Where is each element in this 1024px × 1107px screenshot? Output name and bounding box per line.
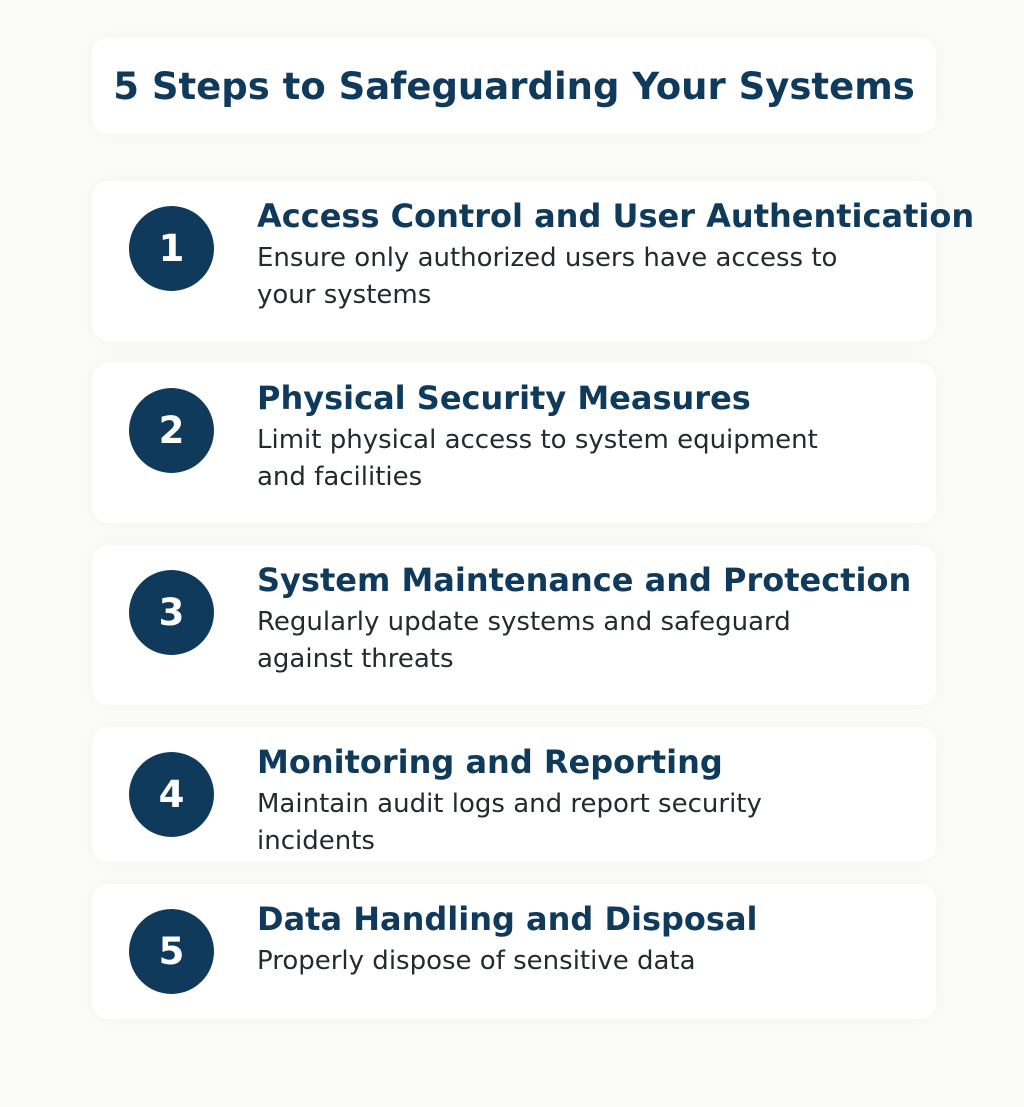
step-number-badge: 1 xyxy=(129,206,214,291)
page-title: 5 Steps to Safeguarding Your Systems xyxy=(113,64,915,108)
steps-list xyxy=(92,181,975,1041)
step-title: Data Handling and Disposal xyxy=(257,900,758,938)
step-card-5 xyxy=(92,884,936,1019)
step-description: Ensure only authorized users have access to your systems xyxy=(257,243,838,311)
step-content xyxy=(257,561,932,678)
step-description: Properly dispose of sensitive data xyxy=(257,946,696,977)
step-title: Physical Security Measures xyxy=(257,379,751,417)
step-content xyxy=(257,379,932,496)
step-card-3 xyxy=(92,545,936,705)
step-card-4 xyxy=(92,727,936,862)
step-card-2 xyxy=(92,363,936,523)
step-description: Regularly update systems and safeguard against threats xyxy=(257,607,791,675)
step-title: Monitoring and Reporting xyxy=(257,743,723,781)
title-card xyxy=(92,38,936,134)
step-number-badge: 5 xyxy=(129,909,214,994)
step-description: Maintain audit logs and report security incidents xyxy=(257,789,762,857)
step-description: Limit physical access to system equipment and facilities xyxy=(257,425,818,493)
step-number-badge: 2 xyxy=(129,388,214,473)
step-content xyxy=(257,197,975,314)
step-number-badge: 3 xyxy=(129,570,214,655)
step-number-badge: 4 xyxy=(129,752,214,837)
step-content xyxy=(257,900,932,980)
step-title: System Maintenance and Protection xyxy=(257,561,912,599)
step-card-1 xyxy=(92,181,975,341)
step-content xyxy=(257,743,932,860)
step-title: Access Control and User Authentication xyxy=(257,197,975,235)
